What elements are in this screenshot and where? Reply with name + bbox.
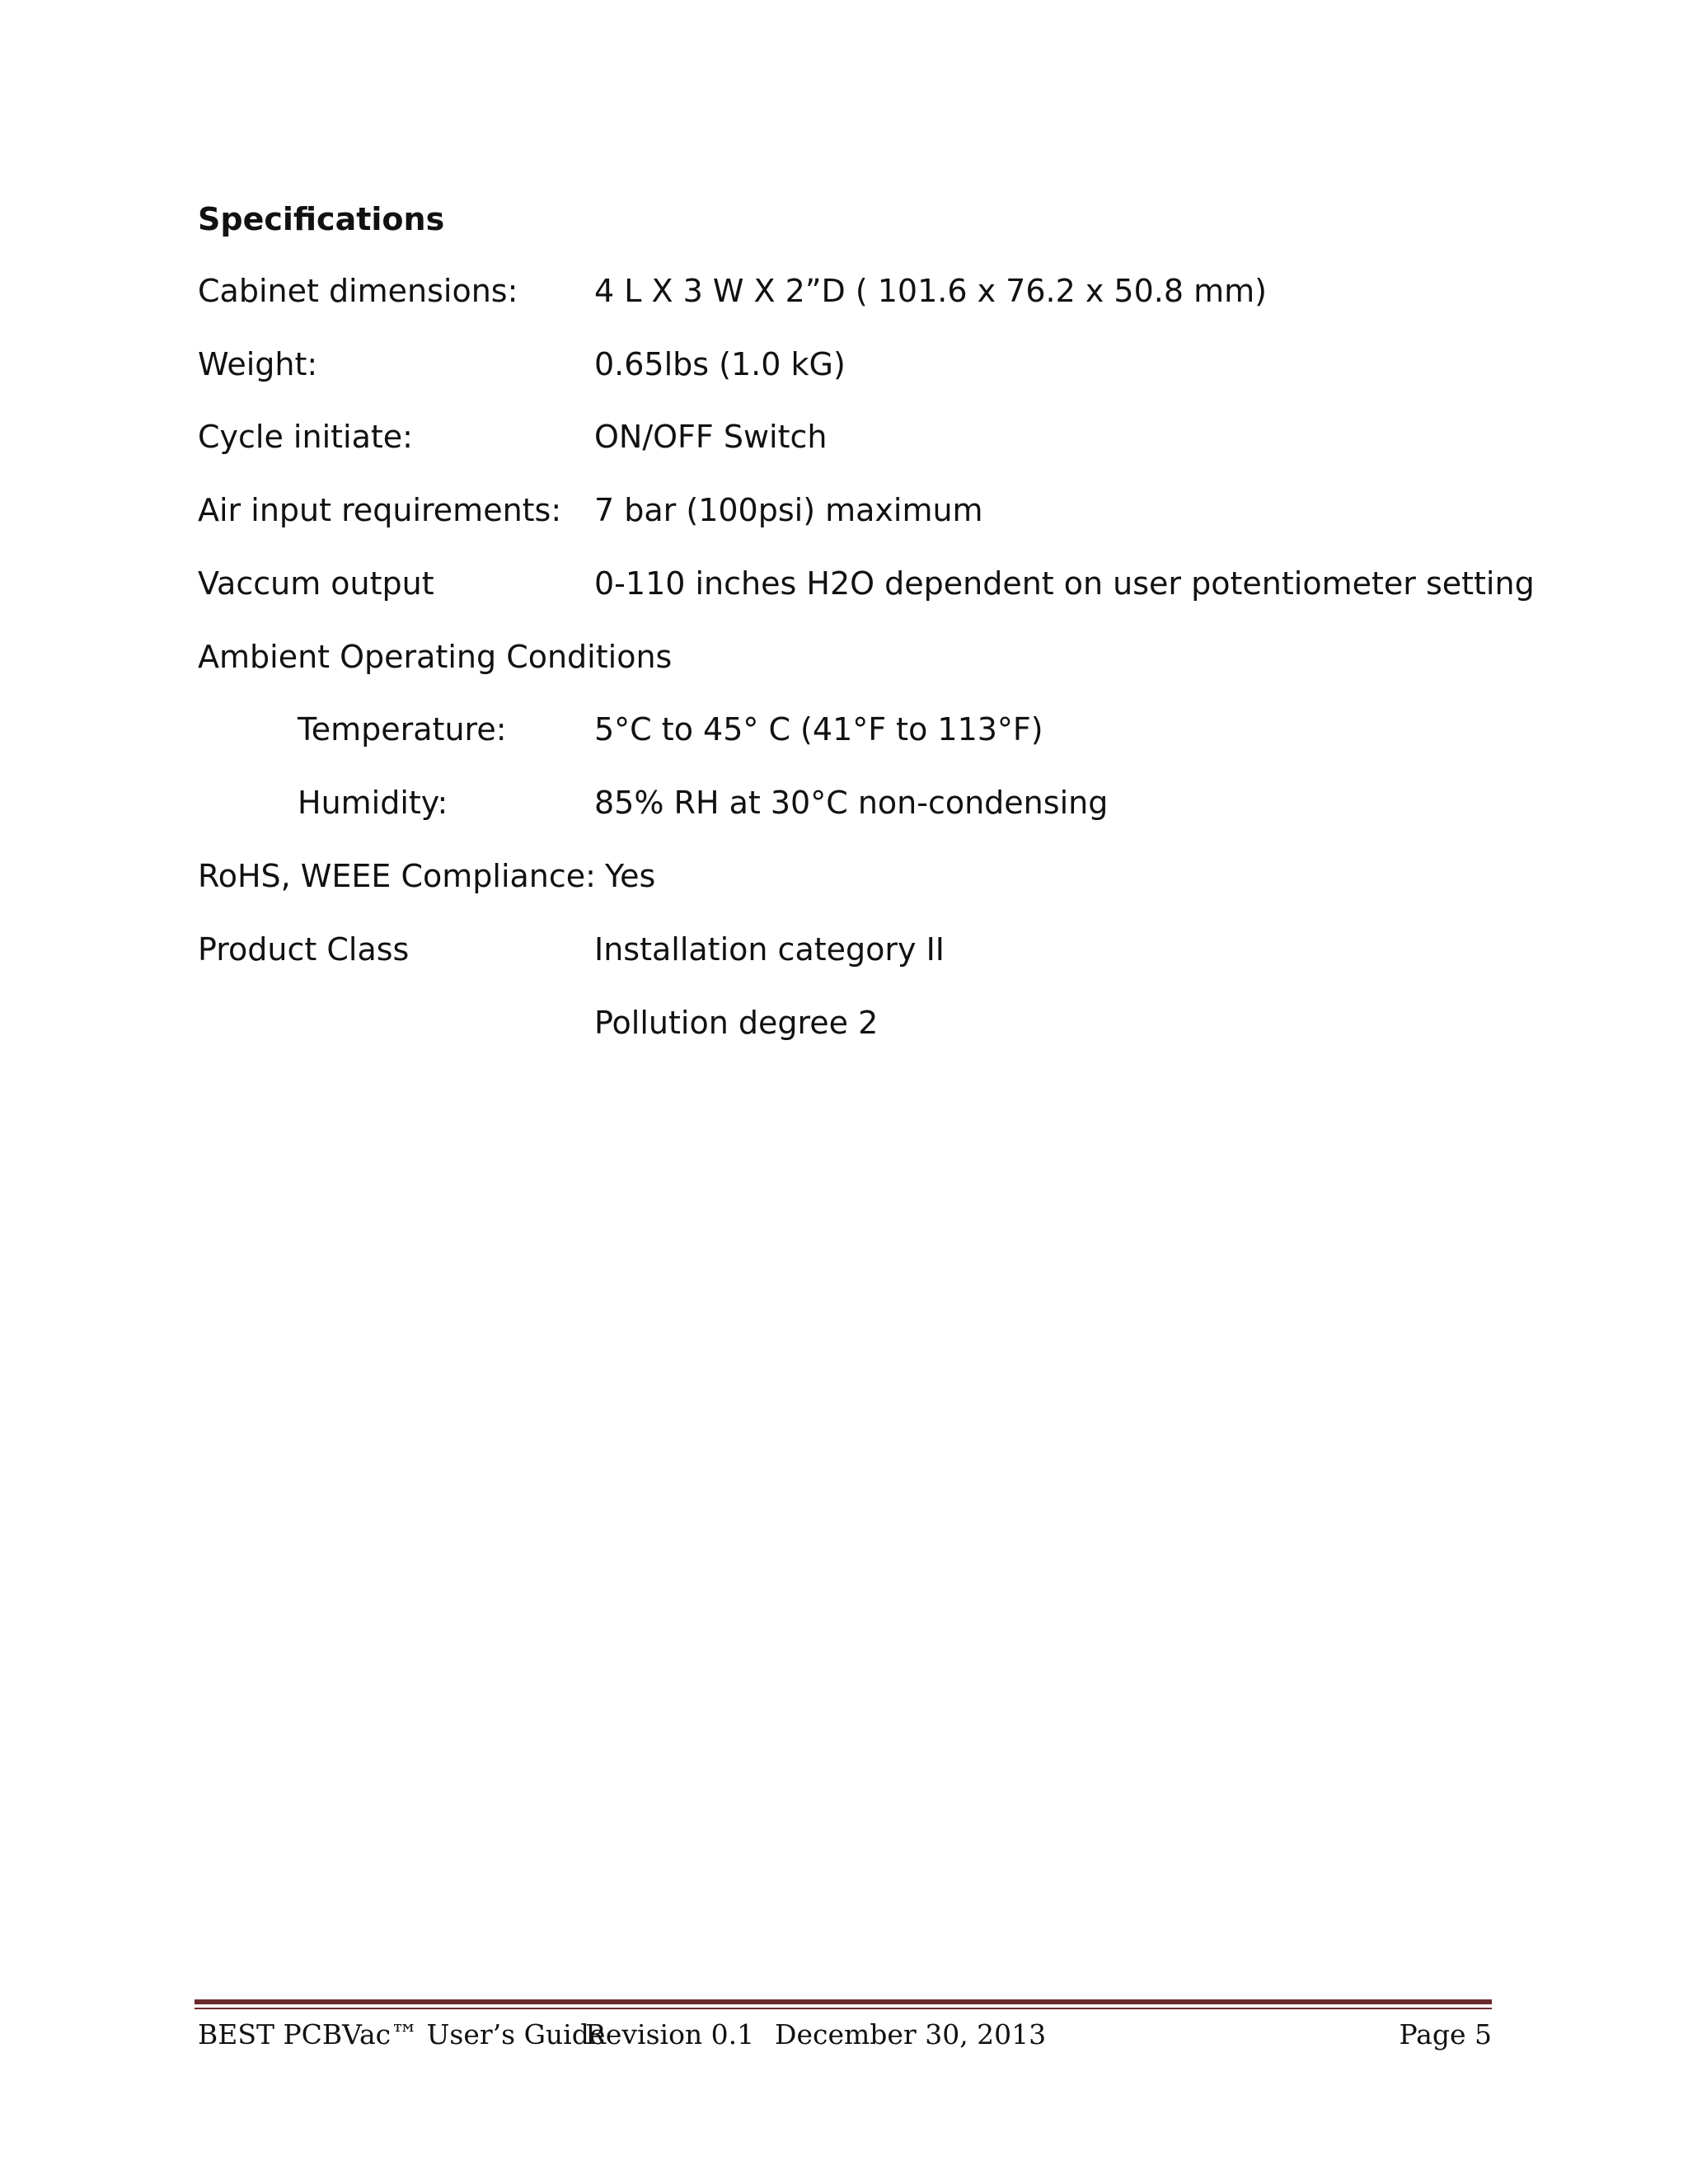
footer-rule-thin <box>195 2008 1492 2009</box>
spec-label: RoHS, WEEE Compliance: <box>198 858 596 894</box>
spec-value: Yes <box>605 858 656 894</box>
spec-label: Cycle initiate: <box>198 419 413 455</box>
spec-value: 4 L X 3 W X 2”D ( 101.6 x 76.2 x 50.8 mm) <box>594 273 1267 309</box>
spec-label: Air input requirements: <box>198 492 562 528</box>
spec-value: 7 bar (100psi) maximum <box>594 492 983 528</box>
spec-value: 0.65lbs (1.0 kG) <box>594 346 846 382</box>
spec-value: Installation category II <box>594 931 945 968</box>
spec-value: 0-110 inches H2O dependent on user potentiometer setting <box>594 565 1535 602</box>
page-footer <box>198 2013 1492 2057</box>
spec-label: Humidity: <box>298 785 448 821</box>
spec-label: Product Class <box>198 931 410 968</box>
spec-value: 85% RH at 30°C non-condensing <box>594 785 1109 821</box>
footer-date: December 30, 2013 <box>775 2018 1047 2050</box>
spec-subheading: Ambient Operating Conditions <box>198 639 673 675</box>
spec-label: Vaccum output <box>198 565 434 602</box>
spec-value: Pollution degree 2 <box>594 1005 879 1041</box>
footer-page-number: Page 5 <box>1399 2018 1492 2050</box>
spec-value: 5°C to 45° C (41°F to 113°F) <box>594 711 1043 748</box>
spec-label: Cabinet dimensions: <box>198 273 518 309</box>
footer-revision: Revision 0.1 <box>585 2018 755 2050</box>
footer-title: BEST PCBVac™ User’s Guide <box>198 2018 606 2050</box>
spec-label: Weight: <box>198 346 318 382</box>
spec-value: ON/OFF Switch <box>594 419 828 455</box>
section-heading: Specifications <box>198 201 445 237</box>
footer-rule <box>195 1999 1492 2004</box>
spec-label: Temperature: <box>298 711 507 748</box>
